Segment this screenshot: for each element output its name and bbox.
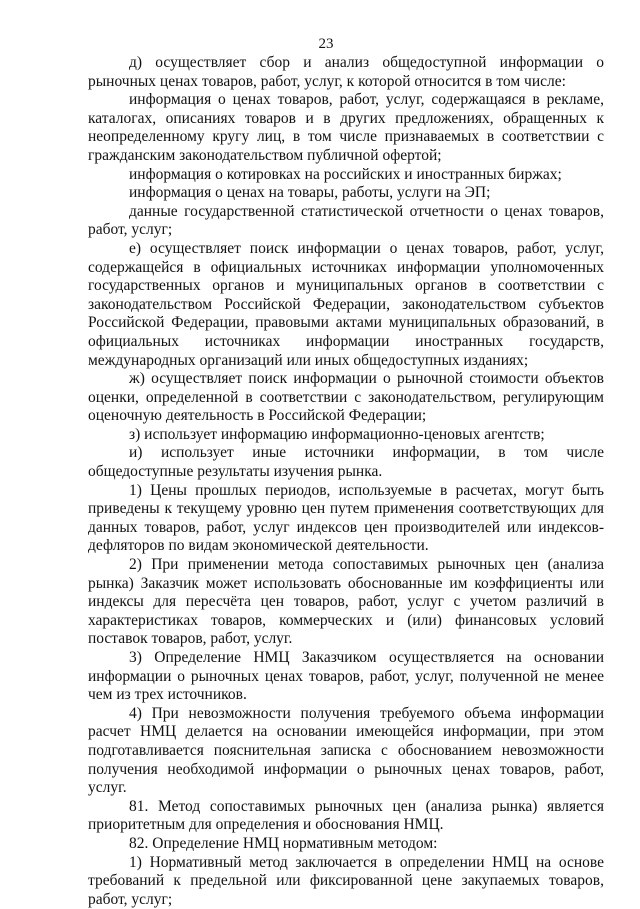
paragraph-section-81: 81. Метод сопоставимых рыночных цен (анализа рынка) является приоритетным для определения и обоснования НМЦ. — [88, 797, 604, 834]
paragraph-point-2: 2) При применении метода сопоставимых рыночных цен (анализа рынка) Заказчик может использовать обоснованные им коэффициенты или индексы для пересчёта цен товаров, работ, услуг с учетом различий в характеристиках товаров, коммерческих и (или) финансовых условий поставок товаров, работ, услуг. — [88, 556, 604, 648]
paragraph-normative-method: 1) Нормативный метод заключается в определении НМЦ на основе требований к предельной или фиксированной цене закупаемых товаров, работ, услуг; — [88, 853, 604, 908]
paragraph-section-82: 82. Определение НМЦ нормативным методом: — [129, 834, 438, 852]
paragraph-ep-prices: информация о ценах на товары, работы, услуги на ЭП; — [129, 184, 491, 202]
paragraph-item-e: е) осуществляет поиск информации о ценах товаров, работ, услуг, содержащейся в официальных источниках информации уполномоченных государственных органов и муниципальных органов в соответствии с законодательством Российской Федерации, законодательством субъектов Российской Федерации, правовыми актами муниципальных образований, в официальных источниках информации иностранных государств, международных организаций или иных общедоступных изданиях; — [88, 239, 604, 369]
paragraph-item-z: з) использует информацию информационно-ценовых агентств; — [129, 425, 545, 443]
paragraph-item-d: д) осуществляет сбор и анализ общедоступной информации о рыночных ценах товаров, работ, услуг, к которой относится в том числе: — [88, 54, 604, 90]
paragraph-exchange-quotes: информация о котировках на российских и иностранных биржах; — [129, 165, 562, 183]
paragraph-point-4: 4) При невозможности получения требуемого объема информации расчет НМЦ делается на основании имеющейся информации, при этом подготавливается пояснительная записка с обоснованием невозможности получения необходимой информации о рыночных ценах товаров, работ, услуг. — [88, 704, 604, 797]
paragraph-statistics: данные государственной статистической отчетности о ценах товаров, работ, услуг; — [88, 202, 604, 239]
page-number: 23 — [318, 36, 334, 52]
paragraph-item-i: и) использует иные источники информации, в том числе общедоступные результаты изучения рынка. — [88, 444, 604, 481]
paragraph-point-1: 1) Цены прошлых периодов, используемые в расчетах, могут быть приведены к текущему уровню цен путем применения соответствующих для данных товаров, работ, услуг индексов цен производителей или индексов-дефляторов по видам экономической деятельности. — [88, 481, 604, 555]
paragraph-advertising-info: информация о ценах товаров, работ, услуг, содержащаяся в рекламе, каталогах, описаниях товаров и в других предложениях, обращенных к неопределенному кругу лиц, в том числе признаваемых в соответствии с гражданским законодательством публичной офертой; — [88, 91, 604, 164]
paragraph-point-3: 3) Определение НМЦ Заказчиком осуществляется на основании информации о рыночных ценах товаров, работ, услуг, полученной не менее чем из трех источников. — [88, 649, 604, 704]
paragraph-item-zh: ж) осуществляет поиск информации о рыночной стоимости объектов оценки, определенной в соответствии с законодательством, регулирующим оценочную деятельность в Российской Федерации; — [88, 370, 604, 425]
